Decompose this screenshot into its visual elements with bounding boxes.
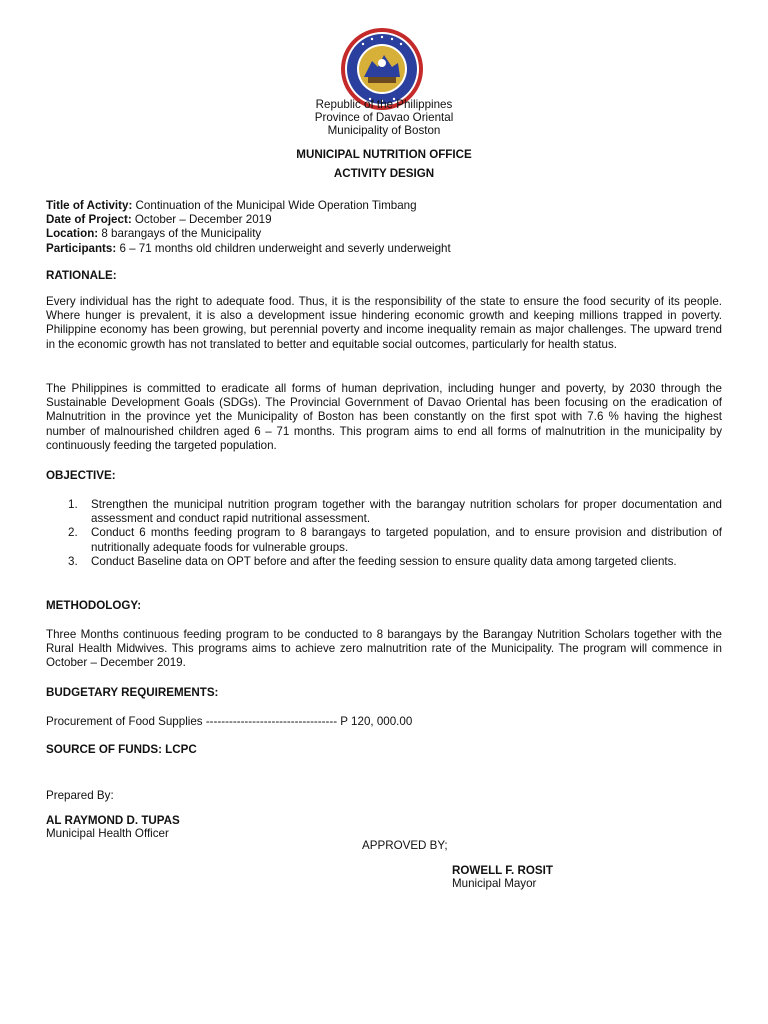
office-name: MUNICIPAL NUTRITION OFFICE [296, 148, 472, 161]
list-item: 2. Conduct 6 months feeding program to 8 barangays to targeted population, and to ensure provision and distribution of nutritionally adequate foods for vulnerable groups. [68, 526, 722, 554]
budget-line: Procurement of Food Supplies ---------------------------------- P 120, 000.00 [46, 715, 413, 728]
budget-heading: BUDGETARY REQUIREMENTS: [46, 686, 219, 699]
document-type: ACTIVITY DESIGN [333, 167, 435, 180]
methodology-heading: METHODOLOGY: [46, 599, 142, 612]
header-municipality: Municipality of Boston [327, 124, 441, 137]
approved-by-title: Municipal Mayor [452, 877, 537, 890]
approved-by-name: ROWELL F. ROSIT [452, 864, 553, 877]
prepared-by-title: Municipal Health Officer [46, 827, 169, 840]
source-of-funds: SOURCE OF FUNDS: LCPC [46, 743, 197, 756]
prepared-by-label: Prepared By: [46, 789, 114, 802]
objective-heading: OBJECTIVE: [46, 469, 116, 482]
location: Location: 8 barangays of the Municipality [46, 227, 262, 241]
date-of-project: Date of Project: October – December 2019 [46, 213, 272, 227]
letterhead [0, 98, 768, 137]
prepared-by-name: AL RAYMOND D. TUPAS [46, 814, 180, 827]
methodology-paragraph: Three Months continuous feeding program to be conducted to 8 barangays by the Barangay Nutrition Scholars together with the Rural Health Midwives. This programs aims to achieve zero malnutrition rate of the Municipality. The program will commence in October – December 2019. [46, 628, 722, 670]
objective-list [46, 498, 722, 569]
list-item: 3. Conduct Baseline data on OPT before and after the feeding session to ensure quality data among targeted clients. [68, 554, 677, 568]
rationale-paragraph-2: The Philippines is committed to eradicate all forms of human deprivation, including hunger and poverty, by 2030 through the Sustainable Development Goals (SDGs). The Provincial Government of Davao Oriental has been focusing on the eradication of Malnutrition in the province yet the Municipality of Boston has been constantly on the first spot with 7.6 % having the highest number of malnourished children aged 6 – 71 months. This program aims to end all forms of malnutrition in the municipality by continuously feeding the targeted population. [46, 382, 722, 452]
participants: Participants: 6 – 71 months old children underweight and severly underweight [46, 241, 451, 255]
rationale-heading: RATIONALE: [46, 269, 117, 282]
header-country: Republic of the Philippines [315, 98, 453, 111]
activity-details [46, 199, 722, 256]
header-province: Province of Davao Oriental [314, 111, 454, 124]
rationale-paragraph-1: Every individual has the right to adequate food. Thus, it is the responsibility of the state to ensure the food security of its people. Where hunger is prevalent, it is also a development issue hindering economic growth and keeping millions trapped in poverty. Philippine economy has been growing, but perennial poverty and income inequality remain as major challenges. The upward trend in the economic growth has not translated to better and equitable social outcomes, particularly for health status. [46, 295, 722, 351]
title-of-activity: Title of Activity: Continuation of the Municipal Wide Operation Timbang [46, 199, 417, 212]
approved-by-label: APPROVED BY; [362, 839, 448, 852]
list-item: 1. Strengthen the municipal nutrition program together with the barangay nutrition scholars for proper documentation and assessment and conduct rapid nutritional assessment. [68, 498, 722, 526]
